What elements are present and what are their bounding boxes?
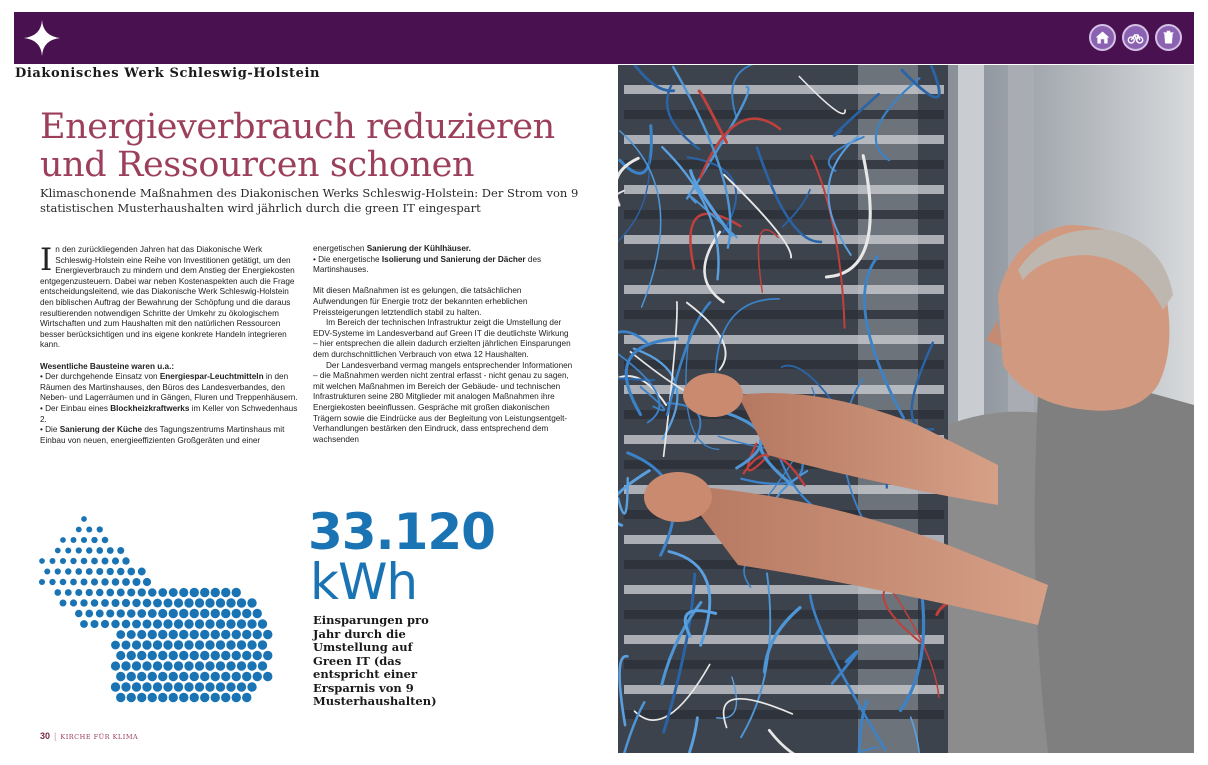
arrow-dot bbox=[195, 598, 204, 607]
arrow-dot bbox=[179, 672, 188, 681]
list-heading: Wesentliche Bausteine waren u.a.: bbox=[40, 361, 175, 371]
arrow-dot bbox=[122, 620, 131, 629]
arrow-dot bbox=[132, 640, 141, 649]
arrow-dot bbox=[237, 598, 246, 607]
arrow-dot bbox=[184, 619, 193, 628]
arrow-dot bbox=[143, 599, 152, 608]
arrow-dot bbox=[195, 661, 204, 670]
arrow-dot bbox=[96, 568, 103, 575]
arrow-dot bbox=[70, 579, 77, 586]
arrow-dot bbox=[184, 661, 193, 670]
arrow-dot bbox=[247, 682, 256, 691]
arrow-dot bbox=[253, 672, 262, 681]
arrow-dot bbox=[226, 640, 235, 649]
arrow-dot bbox=[39, 579, 45, 585]
arrow-dot bbox=[221, 672, 230, 681]
arrow-dot bbox=[158, 693, 167, 702]
arrow-dot bbox=[121, 661, 130, 670]
arrow-dot bbox=[174, 661, 183, 670]
arrow-dot bbox=[232, 693, 241, 702]
arrow-dot bbox=[148, 651, 157, 660]
arrow-dot bbox=[96, 589, 103, 596]
arrow-dot bbox=[190, 630, 199, 639]
arrow-dot bbox=[221, 630, 230, 639]
arrow-dot bbox=[190, 588, 199, 597]
arrow-dot bbox=[237, 682, 246, 691]
arrow-dot bbox=[148, 630, 157, 639]
arrow-dot bbox=[101, 599, 109, 607]
arrow-dot bbox=[55, 568, 61, 574]
arrow-dot bbox=[205, 682, 214, 691]
arrow-dot bbox=[247, 598, 256, 607]
arrow-dot bbox=[106, 589, 114, 597]
article-title bbox=[40, 108, 600, 184]
intro-paragraph: In den zurückliegenden Jahren hat das Diakonische Werk Schleswig-Holstein eine Reihe von Investitionen getätigt, um den Energieverbrauch zu mindern und dem Anstieg der Energiekosten entgegenzusteuern. Dabei war neben Kostenaspekten auch die Frage entscheidungsleitend, wie das Diakonische Werk Schleswig-Holstein den biblischen Auftrag der Bewahrung der Schöpfung und die daraus resultierenden notwendigen Schritte der Umkehr zu ökologischem Wirtschaften und zum Haushalten mit den natürlichen Ressourcen besser berücksichtigen und ins eigene konkrete Handeln integrieren kann. bbox=[40, 242, 295, 350]
organization-name: Diakonisches Werk Schleswig-Holstein bbox=[15, 66, 321, 81]
arrow-dot bbox=[242, 609, 251, 618]
arrow-dot bbox=[121, 640, 130, 649]
arrow-dot bbox=[132, 599, 140, 607]
arrow-dot bbox=[190, 651, 199, 660]
arrow-dot bbox=[179, 651, 188, 660]
arrow-dot bbox=[148, 609, 157, 618]
arrow-dot bbox=[200, 651, 209, 660]
arrow-dot bbox=[122, 557, 129, 564]
arrow-dot bbox=[216, 598, 225, 607]
arrow-dot bbox=[60, 537, 66, 543]
arrow-dot bbox=[138, 568, 146, 576]
arrow-dot bbox=[253, 609, 262, 618]
arrow-dot bbox=[91, 620, 99, 628]
arrow-dot bbox=[247, 619, 256, 628]
arrow-dot bbox=[163, 661, 172, 670]
arrow-dot bbox=[242, 651, 251, 660]
arrow-dot bbox=[85, 610, 93, 618]
arrow-dot bbox=[91, 578, 98, 585]
arrow-dot bbox=[263, 672, 272, 681]
arrow-dot bbox=[169, 672, 178, 681]
article-subtitle: Klimaschonende Maßnahmen des Diakonischen Werks Schleswig-Holstein: Der Strom von 9 statistischen Musterhaushalten wird jährlich durch die green IT eingespart bbox=[40, 186, 579, 215]
dotted-arrow-graphic bbox=[36, 492, 276, 712]
arrow-dot bbox=[86, 526, 92, 532]
arrow-dot bbox=[190, 609, 199, 618]
arrow-dot bbox=[116, 630, 125, 639]
arrow-dot bbox=[127, 630, 136, 639]
text-column-2 bbox=[313, 244, 573, 445]
arrow-dot bbox=[258, 640, 267, 649]
arrow-dot bbox=[137, 609, 146, 618]
page-footer: 30 | KIRCHE FÜR KLIMA bbox=[40, 731, 139, 741]
arrow-dot bbox=[221, 588, 230, 597]
arrow-dot bbox=[211, 651, 220, 660]
arrow-dot bbox=[158, 609, 167, 618]
arrow-dot bbox=[195, 682, 204, 691]
rack-slot bbox=[624, 710, 944, 719]
arrow-dot bbox=[116, 672, 125, 681]
text-column-1 bbox=[40, 242, 298, 446]
arrow-dot bbox=[232, 630, 241, 639]
arrow-dot bbox=[247, 640, 256, 649]
arrow-dot bbox=[163, 598, 172, 607]
home-icon[interactable] bbox=[1089, 24, 1116, 51]
arrow-dot bbox=[97, 526, 103, 532]
arrow-dot bbox=[111, 641, 120, 650]
arrow-dot bbox=[200, 693, 209, 702]
arrow-dot bbox=[106, 609, 114, 617]
arrow-dot bbox=[60, 579, 67, 586]
arrow-dot bbox=[107, 547, 114, 554]
arrow-dot bbox=[81, 537, 87, 543]
savings-number: 33.120 bbox=[308, 503, 495, 561]
arrow-dot bbox=[153, 640, 162, 649]
arrow-dot bbox=[237, 619, 246, 628]
arrow-dot bbox=[102, 558, 109, 565]
arrow-dot bbox=[117, 589, 125, 597]
arrow-dot bbox=[107, 568, 114, 575]
arrow-dot bbox=[263, 630, 272, 639]
rack-slot bbox=[624, 635, 944, 644]
body-paragraph: Der Landesverband vermag mangels entsprechender Informationen – die Maßnahmen werden nicht zentral erfasst - nicht genau zu sagen, mit welchen Maßnahmen im Bereich der Gebäude- und technischen Infrastrukturen seine 280 Mitglieder mit analogen Maßnahmen ihre Energiekosten beeinflussen. Gespräche mit großen diakonischen Trägern sowie die Eindrücke aus der Begleitung von Leistungsentgelt-Verhandlungen bestärken den Eindruck, dass entsprechend dem wachsenden bbox=[313, 360, 573, 444]
arrow-dot bbox=[158, 651, 167, 660]
rack-slot bbox=[624, 610, 944, 619]
arrow-dot bbox=[242, 672, 251, 681]
arrow-dot bbox=[179, 609, 188, 618]
arrow-dot bbox=[169, 588, 178, 597]
arrow-dot bbox=[216, 619, 225, 628]
arrow-dot bbox=[221, 609, 230, 618]
arrow-dot bbox=[111, 620, 119, 628]
arrow-dot bbox=[211, 672, 220, 681]
list-item: • Der durchgehende Einsatz von Energiespar-Leuchtmitteln in den Räumen des Martinshauses, den Büros des Landesverbandes, den Neben- und Lagerräumen und in Gängen, Fluren und Treppenhäusern. bbox=[40, 372, 298, 403]
arrow-dot bbox=[102, 537, 109, 544]
arrow-dot bbox=[142, 682, 151, 691]
arrow-dot bbox=[148, 693, 157, 702]
arrow-dot bbox=[258, 619, 267, 628]
rack-slot bbox=[624, 360, 944, 369]
arrow-dot bbox=[81, 579, 88, 586]
arrow-dot bbox=[205, 661, 214, 670]
title-line-2: und Ressourcen schonen bbox=[40, 145, 475, 185]
arrow-dot bbox=[153, 619, 162, 628]
arrow-dot bbox=[148, 672, 157, 681]
header-bar bbox=[14, 12, 1194, 64]
arrow-dot bbox=[169, 693, 178, 702]
arrow-dot bbox=[211, 693, 220, 702]
arrow-dot bbox=[111, 682, 120, 691]
arrow-dot bbox=[91, 599, 99, 607]
bike-icon[interactable] bbox=[1122, 24, 1149, 51]
arrow-dot bbox=[80, 620, 88, 628]
rack-slot bbox=[624, 660, 944, 669]
arrow-dot bbox=[60, 600, 67, 607]
arrow-dot bbox=[86, 568, 93, 575]
arrow-dot bbox=[127, 568, 135, 576]
arrow-dot bbox=[226, 619, 235, 628]
arrow-dot bbox=[112, 578, 120, 586]
arrow-dot bbox=[158, 630, 167, 639]
arrow-dot bbox=[163, 640, 172, 649]
arrow-dot bbox=[232, 609, 241, 618]
arrow-dot bbox=[253, 651, 262, 660]
arrow-dot bbox=[127, 651, 136, 660]
arrow-dot bbox=[242, 630, 251, 639]
arrow-dot bbox=[200, 672, 209, 681]
arrow-dot bbox=[76, 527, 82, 533]
arrow-dot bbox=[216, 661, 225, 670]
arrow-dot bbox=[211, 630, 220, 639]
arrow-dot bbox=[237, 661, 246, 670]
arrow-dot bbox=[247, 661, 256, 670]
nav-icons bbox=[1089, 24, 1182, 51]
arrow-dot bbox=[65, 568, 71, 574]
arrow-dot bbox=[127, 588, 135, 596]
arrow-dot bbox=[133, 578, 141, 586]
arrow-dot bbox=[142, 661, 151, 670]
list-item: energetischen Sanierung der Kühlhäuser. bbox=[313, 244, 471, 253]
arrow-dot bbox=[65, 589, 72, 596]
list-item: • Der Einbau eines Blockheizkraftwerks im Keller von Schwedenhaus 2. bbox=[40, 403, 298, 424]
arrow-dot bbox=[60, 558, 66, 564]
arrow-dot bbox=[195, 619, 204, 628]
arrow-dot bbox=[174, 619, 183, 628]
arrow-dot bbox=[226, 598, 235, 607]
arrow-dot bbox=[169, 630, 178, 639]
arrow-dot bbox=[190, 693, 199, 702]
rack-slot bbox=[624, 310, 944, 319]
arrow-dot bbox=[127, 693, 136, 702]
arrow-dot bbox=[117, 609, 125, 617]
arrow-dot bbox=[216, 682, 225, 691]
arrow-dot bbox=[200, 630, 209, 639]
arrow-dot bbox=[205, 619, 214, 628]
arrow-dot bbox=[91, 537, 97, 543]
arrow-dot bbox=[86, 547, 92, 553]
arrow-dot bbox=[174, 598, 183, 607]
arrow-dot bbox=[221, 693, 230, 702]
rack-slot bbox=[624, 685, 944, 694]
drop-cap: I bbox=[40, 242, 53, 278]
list-item: • Die energetische Isolierung und Sanierung der Dächer des Martinshauses. bbox=[313, 254, 542, 275]
arrow-dot bbox=[96, 610, 104, 618]
arrow-dot bbox=[132, 620, 141, 629]
arrow-dot bbox=[81, 558, 88, 565]
arrow-dot bbox=[184, 640, 193, 649]
arrow-dot bbox=[81, 516, 87, 522]
arrow-dot bbox=[49, 579, 55, 585]
arrow-dot bbox=[71, 537, 77, 543]
arrow-dot bbox=[205, 640, 214, 649]
arrow-dot bbox=[117, 547, 124, 554]
rack-slot bbox=[624, 260, 944, 269]
arrow-dot bbox=[75, 610, 82, 617]
arrow-dot bbox=[153, 599, 162, 608]
body-paragraph: Mit diesen Maßnahmen ist es gelungen, die tatsächlichen Aufwendungen für Energie trotz der bekannten erheblichen Preissteigerungen letztendlich stabil zu halten. bbox=[313, 286, 528, 317]
arrow-dot bbox=[158, 672, 167, 681]
arrow-dot bbox=[169, 609, 178, 618]
arrow-dot bbox=[174, 682, 183, 691]
arrow-dot bbox=[122, 599, 130, 607]
arrow-dot bbox=[200, 588, 209, 597]
arrow-dot bbox=[50, 558, 56, 564]
arrow-dot bbox=[153, 661, 162, 670]
arrow-dot bbox=[142, 619, 151, 628]
arrow-dot bbox=[184, 682, 193, 691]
arrow-dot bbox=[75, 568, 82, 575]
arrow-dot bbox=[258, 661, 267, 670]
arrow-dot bbox=[142, 640, 151, 649]
arrow-dot bbox=[86, 589, 93, 596]
arrow-dot bbox=[137, 651, 146, 660]
arrow-dot bbox=[232, 672, 241, 681]
arrow-dot bbox=[148, 588, 157, 597]
arrow-dot bbox=[137, 630, 146, 639]
rack-slot bbox=[624, 160, 944, 169]
arrow-dot bbox=[96, 547, 103, 554]
arrow-dot bbox=[158, 588, 167, 597]
arrow-dot bbox=[163, 682, 172, 691]
arrow-dot bbox=[112, 557, 119, 564]
arrow-dot bbox=[153, 682, 162, 691]
arrow-dot bbox=[211, 588, 220, 597]
arrow-dot bbox=[112, 599, 120, 607]
savings-unit: kWh bbox=[310, 553, 418, 611]
cross-icon bbox=[22, 18, 62, 58]
title-line-1: Energieverbrauch reduzieren bbox=[40, 107, 555, 147]
arrow-dot bbox=[122, 578, 130, 586]
page-number: 30 bbox=[40, 731, 51, 741]
arrow-dot bbox=[179, 588, 188, 597]
arrow-dot bbox=[91, 558, 98, 565]
arrow-dot bbox=[127, 609, 136, 618]
arrow-dot bbox=[117, 568, 124, 575]
arrow-dot bbox=[65, 547, 71, 553]
rack-slot bbox=[624, 185, 944, 194]
arrow-dot bbox=[39, 558, 45, 564]
arrow-dot bbox=[221, 651, 230, 660]
arrow-dot bbox=[179, 693, 188, 702]
arrow-dot bbox=[70, 599, 77, 606]
arrow-dot bbox=[137, 672, 146, 681]
arrow-dot bbox=[190, 672, 199, 681]
arrow-dot bbox=[163, 619, 172, 628]
arrow-dot bbox=[137, 693, 146, 702]
rack-slot bbox=[624, 135, 944, 144]
arrow-dot bbox=[253, 630, 262, 639]
arrow-dot bbox=[232, 588, 241, 597]
arrow-dot bbox=[205, 598, 214, 607]
arrow-dot bbox=[174, 640, 183, 649]
arrow-dot bbox=[169, 651, 178, 660]
arrow-dot bbox=[232, 651, 241, 660]
arrow-dot bbox=[132, 682, 141, 691]
arrow-dot bbox=[80, 599, 87, 606]
arrow-dot bbox=[101, 620, 109, 628]
arrow-dot bbox=[101, 578, 108, 585]
rack-slot bbox=[624, 285, 944, 294]
arrow-dot bbox=[263, 651, 272, 660]
arrow-dot bbox=[138, 588, 146, 596]
body-paragraph: Im Bereich der technischen Infrastruktur zeigt die Umstellung der EDV-Systeme im Landesverband auf Green IT die deutlichste Wirkung – hier entsprechen die allein dadurch erzielten jährlichen Einsparungen dem durchschnittlichen Verbrauch von etwa 12 Haushalten. bbox=[313, 318, 571, 359]
arrow-dot bbox=[111, 661, 120, 670]
arrow-dot bbox=[54, 589, 61, 596]
recycle-bin-icon[interactable] bbox=[1155, 24, 1182, 51]
arrow-dot bbox=[116, 651, 125, 660]
magazine-name: KIRCHE FÜR KLIMA bbox=[60, 733, 139, 741]
arrow-dot bbox=[200, 609, 209, 618]
arrow-dot bbox=[44, 568, 50, 574]
arrow-dot bbox=[116, 693, 125, 702]
arrow-dot bbox=[226, 682, 235, 691]
arrow-dot bbox=[127, 672, 136, 681]
technician-at-server-rack-photo bbox=[618, 65, 1194, 753]
arrow-dot bbox=[179, 630, 188, 639]
arrow-dot bbox=[75, 589, 82, 596]
arrow-dot bbox=[226, 661, 235, 670]
arrow-dot bbox=[242, 693, 251, 702]
arrow-dot bbox=[237, 640, 246, 649]
arrow-dot bbox=[195, 640, 204, 649]
savings-caption: Einsparungen pro Jahr durch die Umstellung auf Green IT (das entspricht einer Ersparnis von 9 Musterhaushalten) bbox=[313, 613, 437, 708]
arrow-dot bbox=[76, 547, 82, 553]
list-item: • Die Sanierung der Küche des Tagungszentrums Martinshaus mit Einbau von neuen, energieeffizienten Großgeräten und einer bbox=[40, 425, 285, 445]
arrow-dot bbox=[70, 558, 76, 564]
arrow-dot bbox=[55, 548, 61, 554]
arrow-dot bbox=[132, 661, 141, 670]
arrow-dot bbox=[121, 682, 130, 691]
arrow-dot bbox=[211, 609, 220, 618]
arrow-dot bbox=[184, 598, 193, 607]
arrow-dot bbox=[216, 640, 225, 649]
arrow-dot bbox=[143, 578, 151, 586]
